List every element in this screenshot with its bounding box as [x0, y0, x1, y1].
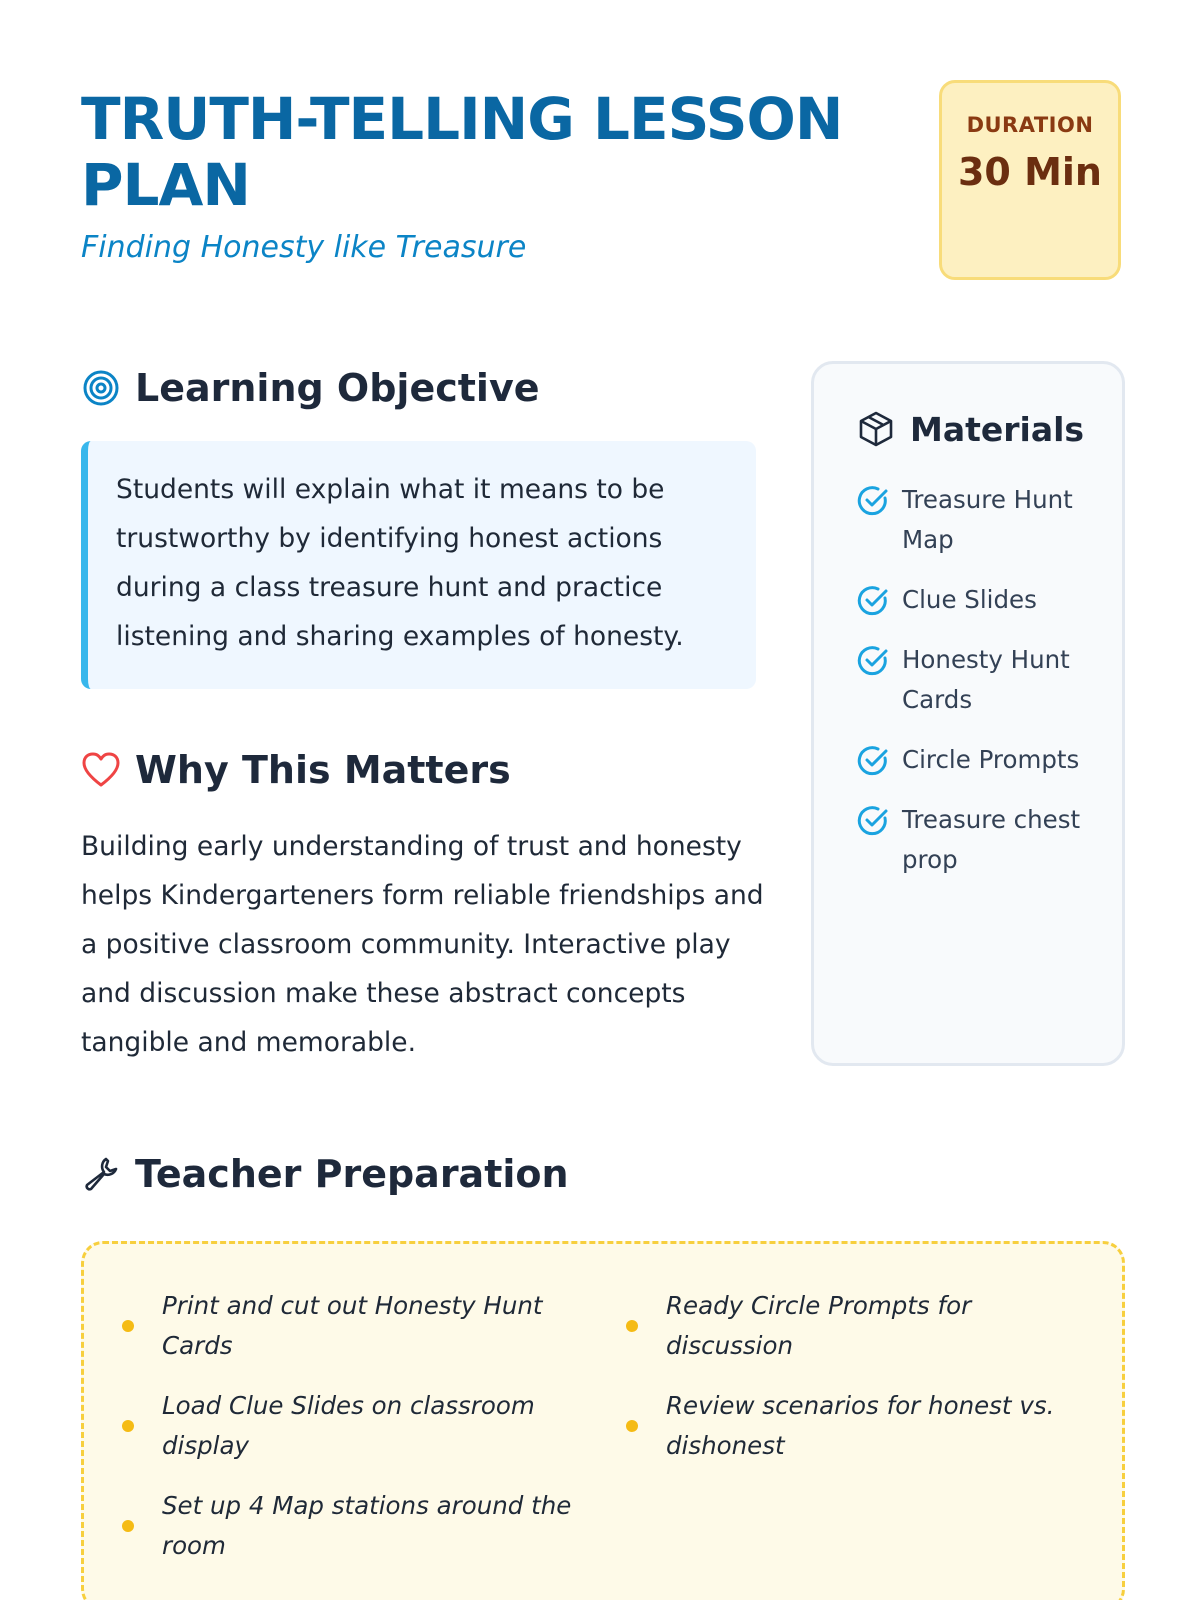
check-circle-icon — [856, 744, 890, 778]
list-item — [122, 1486, 572, 1566]
materials-panel — [811, 361, 1125, 1066]
list-item — [856, 580, 1106, 620]
objective-callout — [81, 441, 756, 689]
why-heading — [81, 748, 511, 792]
objective-heading-label: Learning Objective — [135, 366, 540, 410]
list-item — [122, 1286, 572, 1366]
bullet-dot — [122, 1320, 134, 1332]
material-label: Circle Prompts — [902, 745, 1080, 774]
bullet-dot — [122, 1420, 134, 1432]
prep-panel — [81, 1241, 1125, 1600]
bullet-dot — [122, 1520, 134, 1532]
check-circle-icon — [856, 644, 890, 678]
list-item — [626, 1286, 1096, 1366]
materials-heading — [856, 409, 1084, 449]
bullet-dot — [626, 1320, 638, 1332]
duration-label: DURATION — [966, 113, 1094, 137]
package-icon — [856, 409, 896, 449]
prep-text: Set up 4 Map stations around the room — [162, 1491, 572, 1560]
prep-heading-label: Teacher Preparation — [135, 1152, 569, 1196]
prep-text: Review scenarios for honest vs. dishonest — [666, 1391, 1055, 1460]
objective-text: Students will explain what it means to be trustworthy by identifying honest actions during a class treasure hunt and practice listening and sharing examples of honesty. — [116, 474, 684, 652]
material-label: Honesty Hunt Cards — [902, 645, 1070, 714]
materials-heading-label: Materials — [910, 409, 1085, 449]
list-item — [122, 1386, 572, 1466]
list-item — [626, 1386, 1096, 1466]
wrench-icon — [81, 1154, 121, 1194]
duration-badge — [939, 80, 1121, 280]
prep-text: Ready Circle Prompts for discussion — [666, 1291, 972, 1360]
material-label: Clue Slides — [902, 585, 1037, 614]
why-heading-label: Why This Matters — [135, 748, 511, 792]
material-label: Treasure Hunt Map — [902, 485, 1073, 554]
prep-text: Load Clue Slides on classroom display — [162, 1391, 535, 1460]
materials-list — [856, 480, 1106, 900]
page-title: TRUTH-TELLING LESSON PLAN — [81, 85, 843, 219]
heart-icon — [81, 750, 121, 790]
duration-value: 30 Min — [957, 150, 1102, 194]
objective-heading — [81, 366, 540, 410]
material-label: Treasure chest prop — [902, 805, 1081, 874]
bullet-dot — [626, 1420, 638, 1432]
check-circle-icon — [856, 584, 890, 618]
list-item — [856, 480, 1106, 560]
list-item — [856, 740, 1106, 780]
list-item — [856, 800, 1106, 880]
check-circle-icon — [856, 804, 890, 838]
prep-heading — [81, 1152, 569, 1196]
prep-text: Print and cut out Honesty Hunt Cards — [162, 1291, 543, 1360]
why-text: Building early understanding of trust and honesty helps Kindergarteners form reliable friendships and a positive classroom community. Interactive play and discussion make these abstract concepts tangible and memorable. — [81, 831, 764, 1058]
page-subtitle: Finding Honesty like Treasure — [81, 230, 527, 265]
lesson-header — [81, 80, 1125, 290]
list-item — [856, 640, 1106, 720]
prep-list-right — [626, 1286, 1096, 1486]
check-circle-icon — [856, 484, 890, 518]
prep-list-left — [122, 1286, 572, 1586]
target-icon — [81, 368, 121, 408]
